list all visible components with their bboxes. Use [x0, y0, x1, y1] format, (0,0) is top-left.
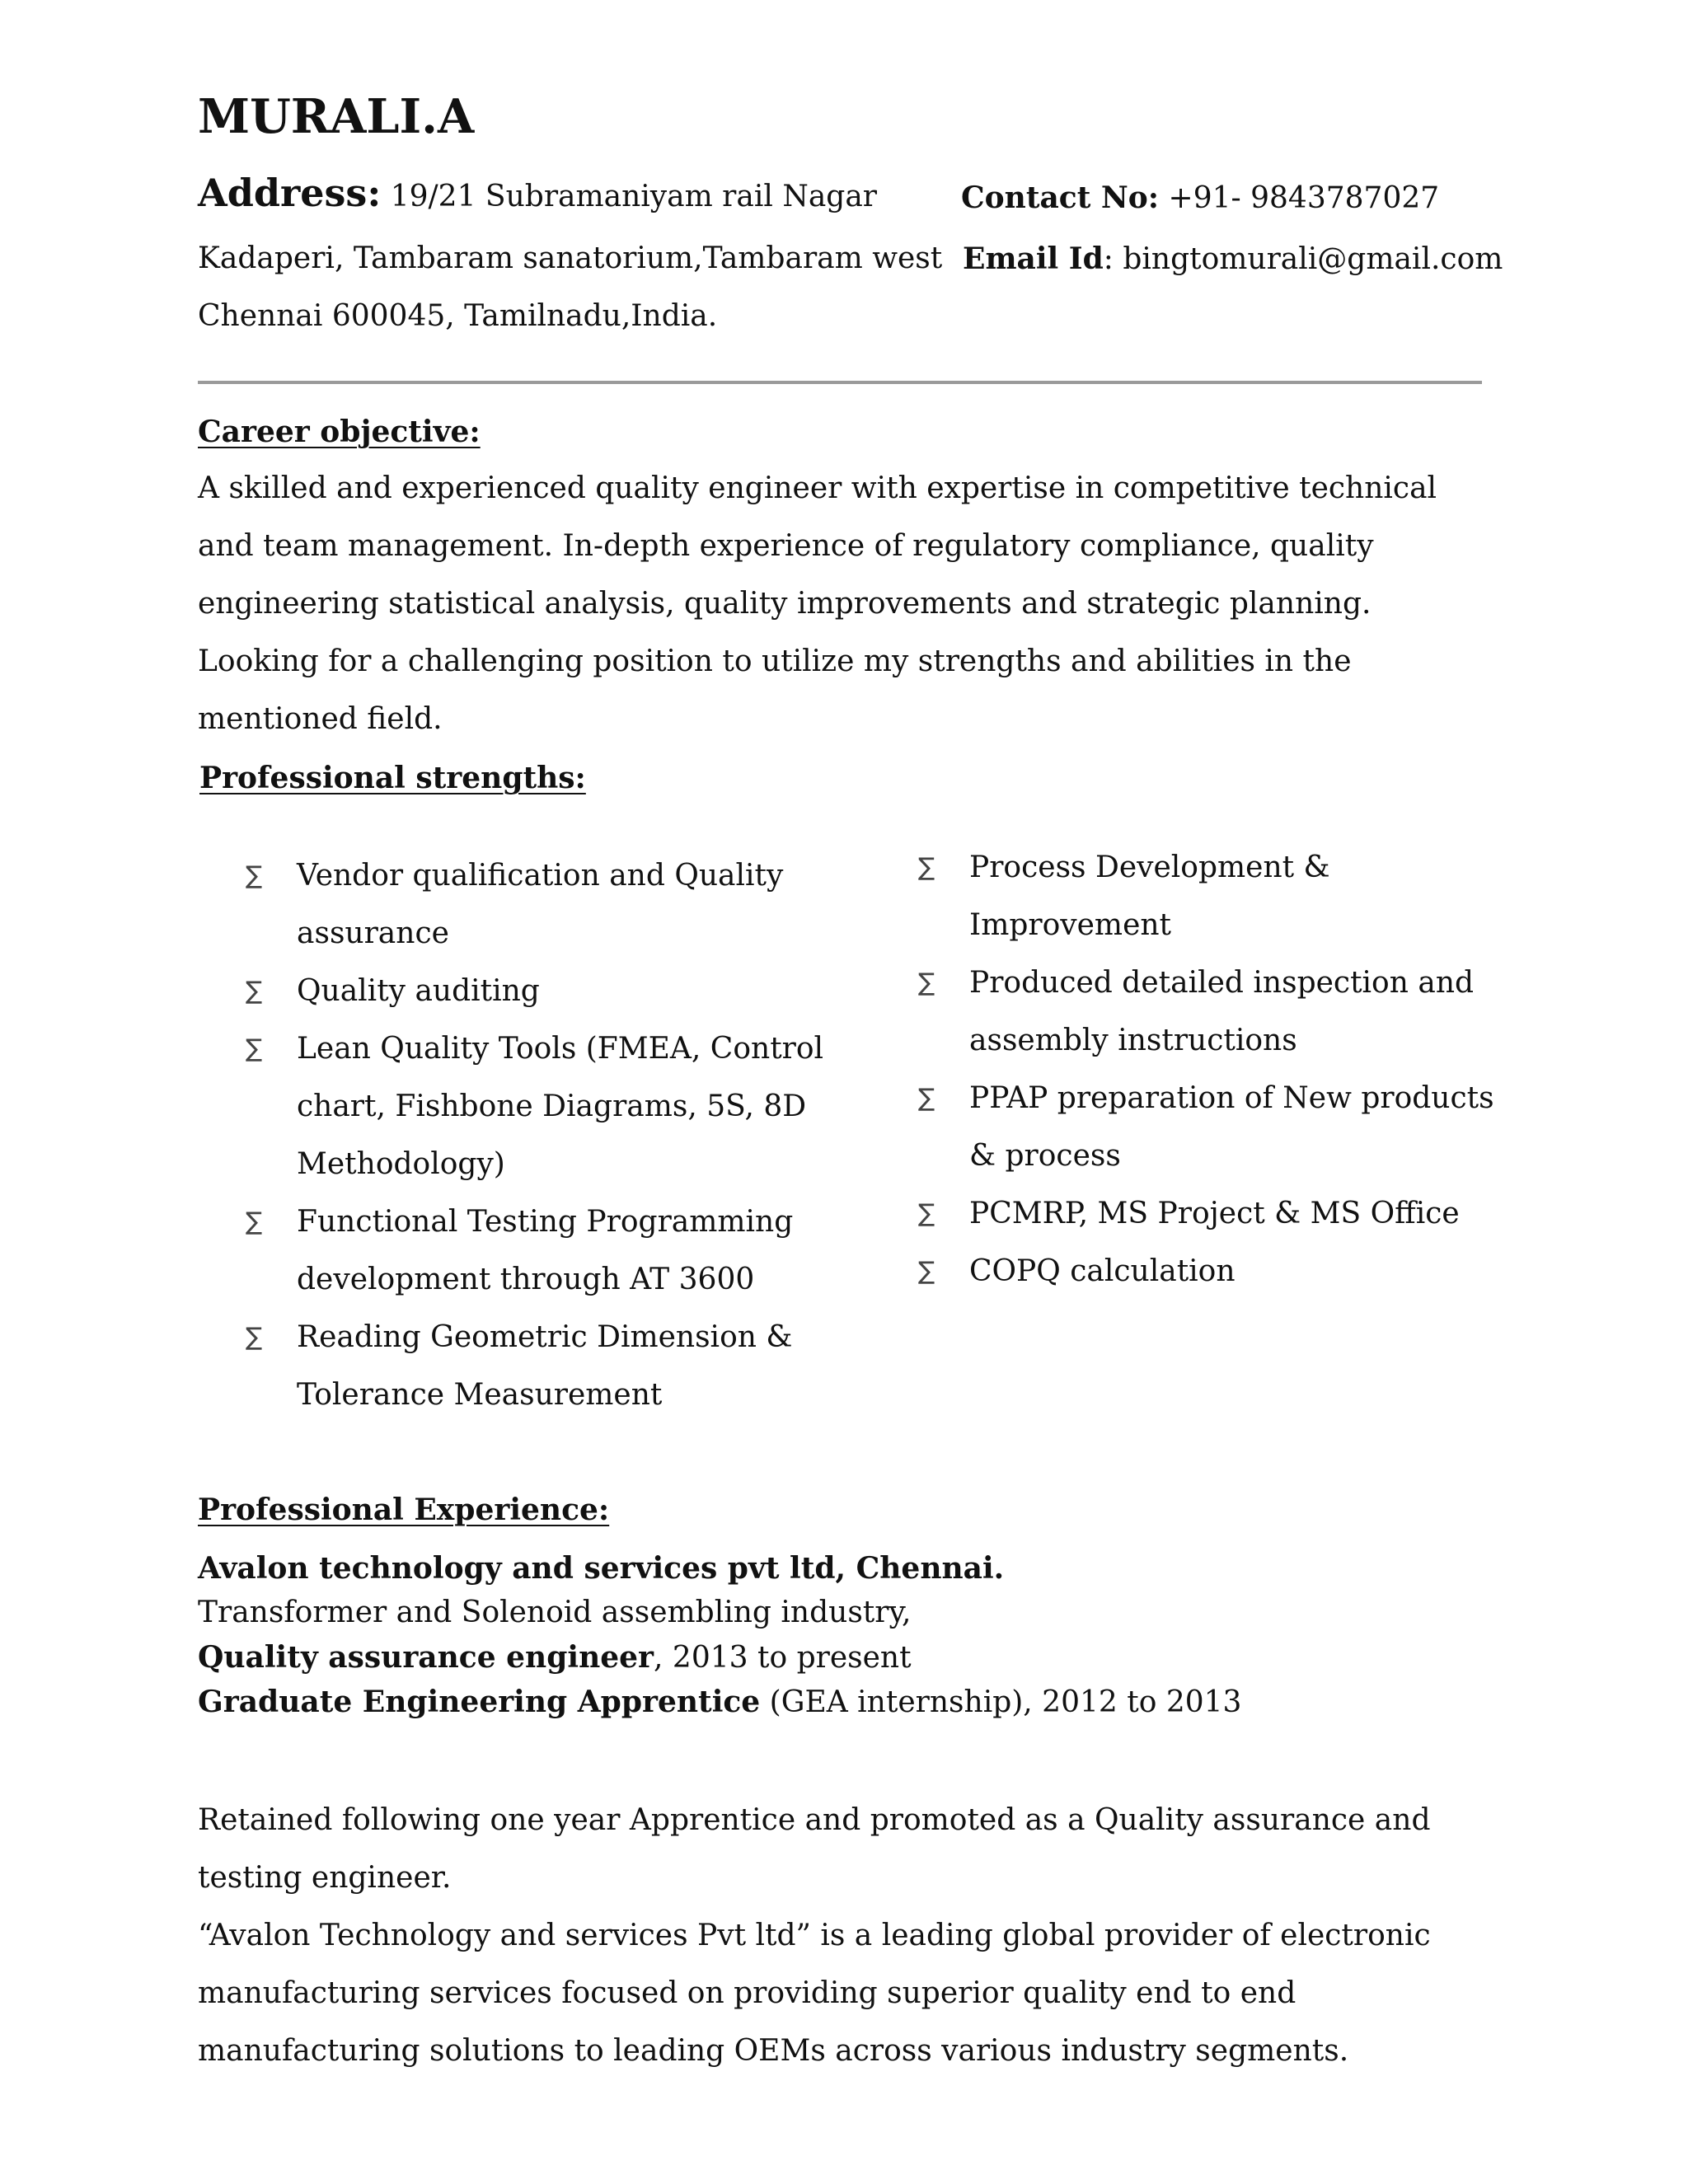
sigma-bullet-icon: ∑ [918, 1257, 935, 1286]
list-item: ∑ Functional Testing Programming development through AT 3600 [198, 1193, 857, 1309]
address-label: Address: [198, 171, 382, 215]
contact-number: +91- 9843787027 [1159, 181, 1440, 215]
role-previous-period: (GEA internship), 2012 to 2013 [760, 1685, 1242, 1719]
address-line-3: Chennai 600045, Tamilnadu,India. [198, 299, 718, 333]
email-address[interactable]: : bingtomurali@gmail.com [1103, 242, 1503, 276]
professional-experience-heading: Professional Experience: [198, 1493, 610, 1527]
strengths-left-list [198, 847, 923, 1424]
list-item: ∑ Vendor qualification and Quality assurance [198, 847, 857, 963]
professional-strengths-heading: Professional strengths: [199, 761, 586, 795]
list-item: ∑ Lean Quality Tools (FMEA, Control chart, Fishbone Diagrams, 5S, 8D Methodology) [198, 1020, 898, 1193]
sigma-bullet-icon: ∑ [246, 1034, 263, 1063]
sigma-bullet-icon: ∑ [918, 968, 935, 997]
strengths-right-list [870, 839, 1546, 1301]
list-item: ∑ COPQ calculation [870, 1243, 1530, 1301]
sigma-bullet-icon: ∑ [918, 1084, 935, 1113]
address-line-1 [198, 171, 877, 215]
sigma-bullet-icon: ∑ [246, 861, 263, 890]
role-current [198, 1635, 912, 1680]
contact-line [961, 180, 1439, 217]
list-item: ∑ Produced detailed inspection and assembly instructions [870, 954, 1530, 1070]
email-label: Email Id [963, 241, 1104, 276]
sigma-bullet-icon: ∑ [246, 977, 263, 1005]
career-objective-heading: Career objective: [198, 415, 481, 449]
contact-label: Contact No: [961, 180, 1160, 215]
industry-line: Transformer and Solenoid assembling industry, [198, 1596, 912, 1629]
sigma-bullet-icon: ∑ [246, 1207, 263, 1236]
role-current-period: , 2013 to present [654, 1641, 912, 1675]
list-item: ∑ PPAP preparation of New products & process [870, 1070, 1530, 1185]
role-previous [198, 1680, 1241, 1725]
address-line-2: Kadaperi, Tambaram sanatorium,Tambaram west [198, 241, 943, 275]
company-name: Avalon technology and services pvt ltd, Chennai. [198, 1551, 1005, 1586]
candidate-name: MURALI.A [198, 89, 475, 144]
role-current-title: Quality assurance engineer [198, 1640, 654, 1675]
email-line [963, 241, 1503, 278]
header-divider [198, 381, 1482, 384]
career-objective-text: A skilled and experienced quality engineer with expertise in competitive technical and team management. In-depth experience of regulatory compliance, quality engineering statistical analysis, quality improvements and strategic planning. Looking for a challenging position to utilize my strengths and abilities in the mentioned field. [198, 471, 1437, 736]
sigma-bullet-icon: ∑ [918, 1199, 935, 1228]
sigma-bullet-icon: ∑ [246, 1323, 263, 1352]
list-item: ∑ PCMRP, MS Project & MS Office [870, 1185, 1563, 1243]
list-item: ∑ Reading Geometric Dimension & Tolerance Measurement [198, 1309, 857, 1424]
role-previous-title: Graduate Engineering Apprentice [198, 1685, 761, 1719]
sigma-bullet-icon: ∑ [918, 853, 935, 882]
list-item: ∑ Process Development & Improvement [870, 839, 1530, 954]
experience-paragraph-1: Retained following one year Apprentice and promoted as a Quality assurance and testing engineer. [198, 1803, 1431, 1895]
experience-paragraph-2: “Avalon Technology and services Pvt ltd” is a leading global provider of electronic manufacturing services focused on providing superior quality end to end manufacturing solutions to leading OEMs across various industry segments. [198, 1919, 1431, 2068]
list-item: ∑ Quality auditing [198, 963, 857, 1020]
address-text-1: 19/21 Subramaniyam rail Nagar [381, 180, 877, 213]
